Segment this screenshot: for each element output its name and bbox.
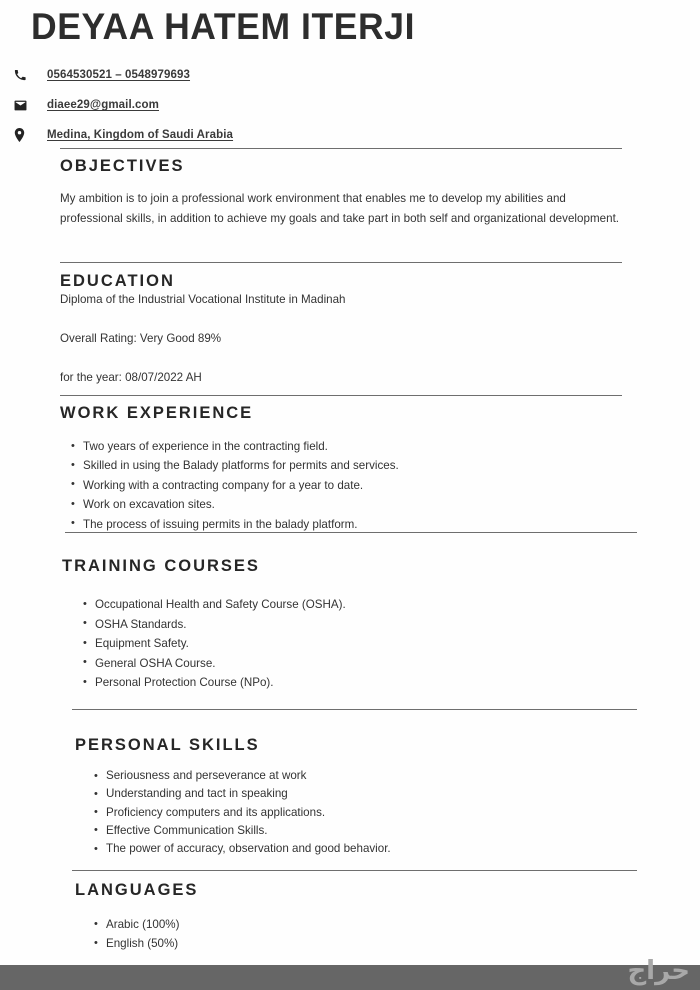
list-item: • English (50%) (94, 934, 179, 953)
list-item: • The process of issuing permits in the balady platform. (71, 515, 399, 534)
education-degree: Diploma of the Industrial Vocational Institute in Madinah (60, 293, 346, 306)
list-item: • Occupational Health and Safety Course (OSHA). (83, 595, 346, 615)
list-item: • Work on excavation sites. (71, 495, 399, 514)
list-item: • Seriousness and perseverance at work (94, 767, 391, 785)
list-item: • General OSHA Course. (83, 654, 346, 674)
contact-row-location (14, 120, 414, 150)
work-experience-list (71, 437, 399, 534)
objectives-paragraph: My ambition is to join a professional work environment that enables me to develop my abilities and professional skills, in addition to achieve my goals and take part in both self and organizational development. (60, 192, 620, 225)
list-item: • Effective Communication Skills. (94, 822, 391, 840)
divider-personal-skills (72, 709, 637, 710)
list-item: • Understanding and tact in speaking (94, 785, 391, 803)
envelope-icon (14, 100, 38, 111)
section-heading-work-experience: WORK EXPERIENCE (60, 404, 254, 422)
education-rating: Overall Rating: Very Good 89% (60, 332, 222, 345)
watermark-text: حراج (627, 956, 690, 986)
section-heading-education: EDUCATION (60, 272, 175, 290)
contact-row-phone (14, 60, 414, 90)
divider-languages (72, 870, 637, 871)
divider-training-courses (65, 532, 637, 533)
section-heading-training-courses: TRAINING COURSES (62, 557, 260, 575)
training-courses-list (83, 595, 346, 693)
contact-phone-value[interactable]: 0564530521 – 0548979693 (47, 69, 191, 81)
location-pin-icon (14, 128, 38, 142)
phone-icon (14, 69, 38, 81)
list-item: • Two years of experience in the contracting field. (71, 437, 399, 456)
section-heading-languages: LANGUAGES (75, 881, 199, 899)
list-item: • OSHA Standards. (83, 615, 346, 635)
contact-location-value[interactable]: Medina, Kingdom of Saudi Arabia (47, 129, 234, 141)
list-item: • Working with a contracting company for a year to date. (71, 476, 399, 495)
section-heading-personal-skills: PERSONAL SKILLS (75, 736, 260, 754)
list-item: • Arabic (100%) (94, 915, 179, 934)
list-item: • Equipment Safety. (83, 634, 346, 654)
contact-email-value[interactable]: diaee29@gmail.com (47, 99, 159, 111)
page-title: DEYAA HATEM ITERJI (31, 6, 416, 47)
list-item: • Proficiency computers and its applications. (94, 804, 391, 822)
list-item: • Personal Protection Course (NPo). (83, 673, 346, 693)
contact-row-email (14, 90, 414, 120)
education-year: for the year: 08/07/2022 AH (60, 371, 202, 384)
languages-list (94, 915, 179, 954)
divider-objectives (60, 148, 622, 149)
list-item: • The power of accuracy, observation and good behavior. (94, 840, 391, 858)
divider-work-experience (60, 395, 622, 396)
personal-skills-list (94, 767, 391, 858)
contact-list (14, 60, 414, 150)
divider-education (60, 262, 622, 263)
list-item: • Skilled in using the Balady platforms for permits and services. (71, 456, 399, 475)
section-heading-objectives: OBJECTIVES (60, 157, 185, 175)
watermark-bar (0, 965, 700, 990)
